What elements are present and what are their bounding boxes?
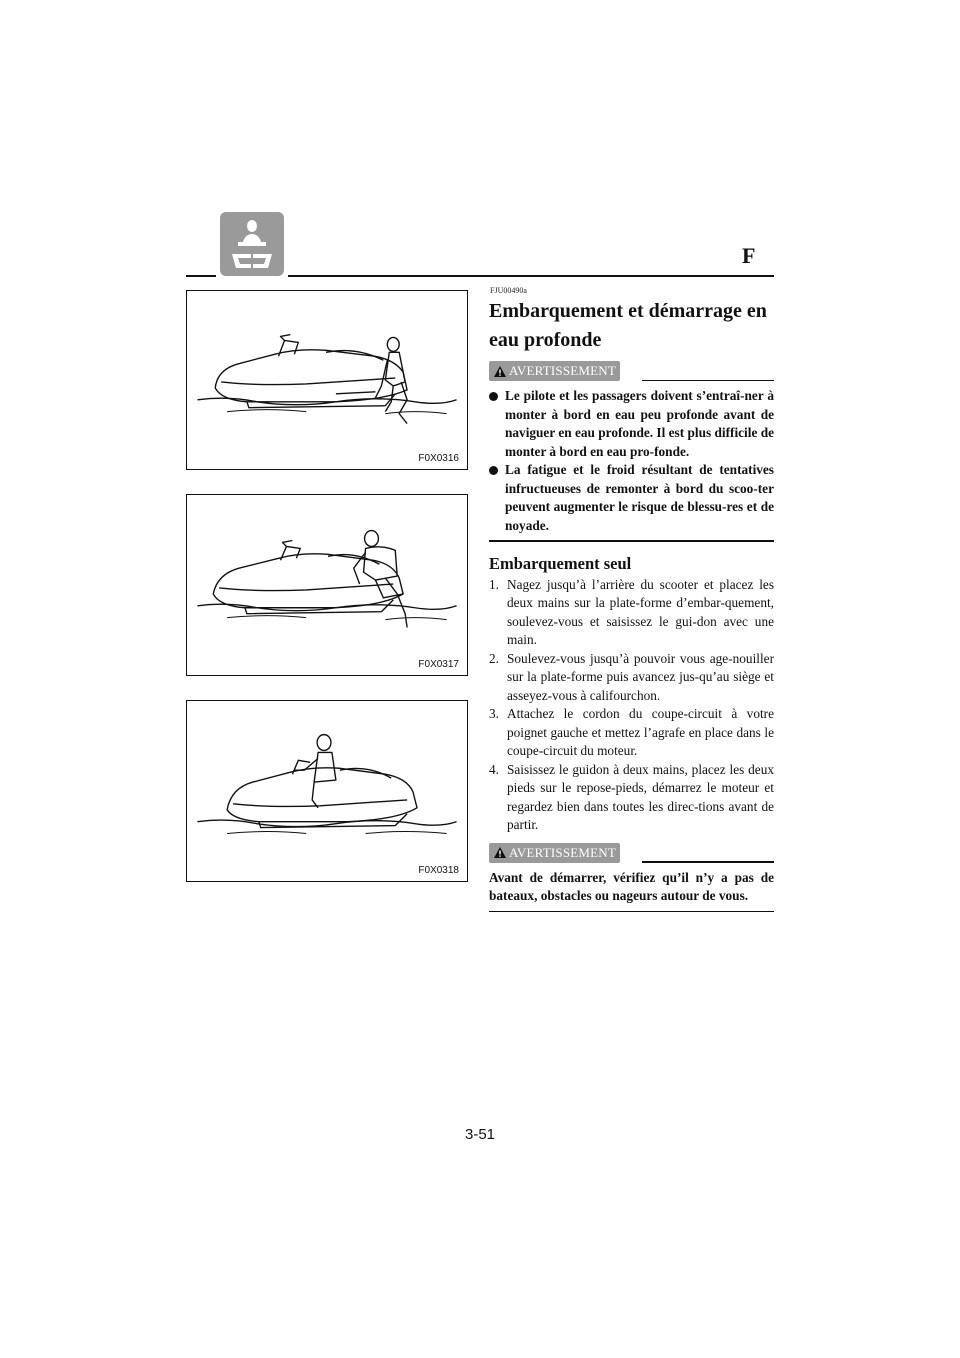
figure-code: F0X0318 (418, 865, 459, 876)
warning-end-rule (489, 540, 774, 542)
step-item (489, 705, 774, 761)
step-number: 1. (489, 576, 499, 592)
header-rule-right (288, 275, 774, 277)
figure-illustration-3 (187, 701, 467, 881)
warning-end-rule (489, 911, 774, 913)
figure-code: F0X0316 (418, 453, 459, 464)
warning-bullet (489, 461, 774, 535)
main-content (489, 286, 774, 924)
section-title-line-2: eau profonde (489, 329, 602, 351)
figure-seated-on-scooter (186, 700, 468, 882)
step-item (489, 761, 774, 835)
step-item (489, 576, 774, 650)
warning-label: AVERTISSEMENT (509, 363, 617, 378)
warning-header-2 (489, 841, 774, 863)
warning-rule (642, 861, 774, 863)
bullet-dot-icon (489, 392, 498, 401)
step-text: Soulevez-vous jusqu’à pouvoir vous age-nouiller sur la plate-forme puis avancez jus-qu’au siège et asseyez-vous à califourchon. (507, 650, 774, 703)
section-title-line-1: Embarquement et démarrage en (489, 300, 767, 322)
jet-ski-rider-icon (220, 212, 284, 276)
warning-bullet-text: Le pilote et les passagers doivent s’entraî-ner à monter à bord en eau peu profonde avant de naviguer en eau profonde. Il est plus difficile de monter à bord en eau pro-fonde. (505, 388, 774, 459)
warning-badge (489, 843, 620, 863)
warning-label: AVERTISSEMENT (509, 844, 617, 860)
warning-header (489, 359, 774, 381)
figure-climbing-onto-platform (186, 494, 468, 676)
warning-triangle-icon (493, 365, 507, 378)
section-title (489, 297, 774, 355)
warning-rule (642, 380, 774, 382)
step-item (489, 650, 774, 706)
figure-illustration-2 (187, 495, 467, 675)
bullet-dot-icon (489, 466, 498, 475)
step-text: Saisissez le guidon à deux mains, placez les deux pieds sur le repose-pieds, démarrez le moteur et regardez bien dans toutes les direc-tions avant de partir. (507, 761, 774, 832)
language-letter: F (742, 243, 756, 268)
warning-bullet (489, 387, 774, 461)
step-text: Nagez jusqu’à l’arrière du scooter et placez les deux mains sur la plate-forme d’embar-quement, soulevez-vous et saisissez le gui-don avec une main. (507, 576, 774, 647)
subsection-title: Embarquement seul (489, 553, 632, 573)
warning-badge (489, 361, 620, 381)
figure-code: F0X0317 (418, 659, 459, 670)
warning-triangle-icon (493, 846, 507, 859)
step-text: Attachez le cordon du coupe-circuit à votre poignet gauche et mettez l’agrafe en place dans le coupe-circuit du moteur. (507, 706, 774, 758)
step-number: 4. (489, 761, 499, 777)
warning-bullet-text: La fatigue et le froid résultant de tentatives infructueuses de remonter à bord du scoo-ter peuvent augmenter le risque de blessu-res et de noyade. (505, 462, 774, 533)
header-rule-left (186, 275, 216, 277)
figure-illustration-1 (187, 291, 467, 469)
page-number: 3-51 (464, 1126, 496, 1143)
step-number: 3. (489, 706, 499, 721)
step-number: 2. (489, 650, 499, 666)
document-code: FJU00490a (490, 286, 527, 295)
warning-text: Avant de démarrer, vérifiez qu’il n’y a pas de bateaux, obstacles ou nageurs autour de vous. (489, 869, 774, 903)
figure-boarding-from-water (186, 290, 468, 470)
